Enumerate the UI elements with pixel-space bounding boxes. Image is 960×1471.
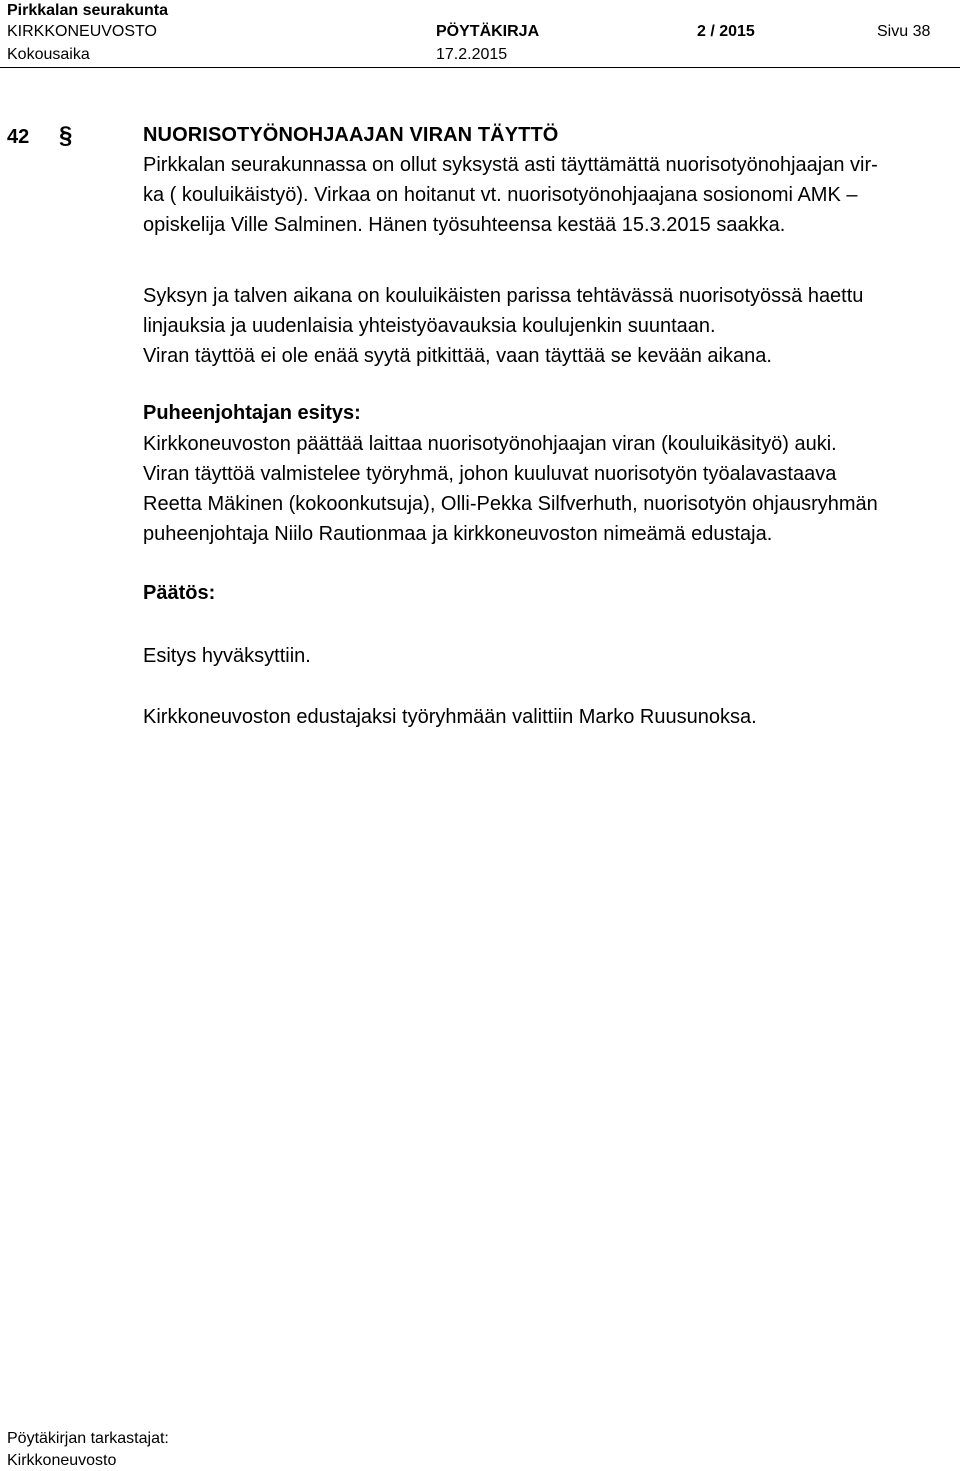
section-symbol: § [59,122,73,149]
text-line: ka ( kouluikäistyö). Virkaa on hoitanut vt. nuorisotyönohjaajana sosionomi AMK – [143,184,858,206]
paragraph-context [143,281,948,371]
decision-text: Esitys hyväksyttiin. [143,645,311,667]
reviewers-body: Kirkkoneuvosto [7,1452,117,1469]
text-line: Pirkkalan seurakunnassa on ollut syksystä asti täyttämättä nuorisotyönohjaajan vir- [143,154,878,176]
header-divider [0,67,960,68]
paragraph-background [143,150,948,240]
document-type: PÖYTÄKIRJA [436,23,540,40]
decision-extra-text: Kirkkoneuvoston edustajaksi työryhmään valittiin Marko Ruusunoksa. [143,706,757,728]
text-line: Kirkkoneuvoston päättää laittaa nuorisotyönohjaajan viran (kouluikäsityö) auki. [143,433,837,455]
text-line: opiskelija Ville Salminen. Hänen työsuhteensa kestää 15.3.2015 saakka. [143,214,786,236]
page-number: Sivu 38 [877,23,931,40]
text-line: Reetta Mäkinen (kokoonkutsuja), Olli-Pekka Silfverhuth, nuorisotyön ohjausryhmän [143,493,878,515]
text-line: puheenjohtaja Niilo Rautionmaa ja kirkkoneuvoston nimeämä edustaja. [143,523,773,545]
text-line: linjauksia ja uudenlaisia yhteistyöavauksia koulujenkin suuntaan. [143,315,716,337]
text-line: Viran täyttöä ei ole enää syytä pitkittää, vaan täyttää se kevään aikana. [143,345,772,367]
document-number: 2 / 2015 [697,23,755,40]
section-title: NUORISOTYÖNOHJAAJAN VIRAN TÄYTTÖ [143,124,559,146]
proposal-text [143,429,948,549]
meeting-time-label: Kokousaika [7,46,90,63]
organization-name: Pirkkalan seurakunta [7,2,168,19]
meeting-date: 17.2.2015 [436,46,508,63]
decision-label: Päätös: [143,582,216,604]
text-line: Viran täyttöä valmistelee työryhmä, johon kuuluvat nuorisotyön työalavastaava [143,463,837,485]
text-line: Syksyn ja talven aikana on kouluikäisten parissa tehtävässä nuorisotyössä haettu [143,285,864,307]
proposal-label: Puheenjohtajan esitys: [143,402,361,424]
reviewers-label: Pöytäkirjan tarkastajat: [7,1430,169,1447]
governing-body: KIRKKONEUVOSTO [7,23,157,40]
section-number: 42 [7,126,30,148]
